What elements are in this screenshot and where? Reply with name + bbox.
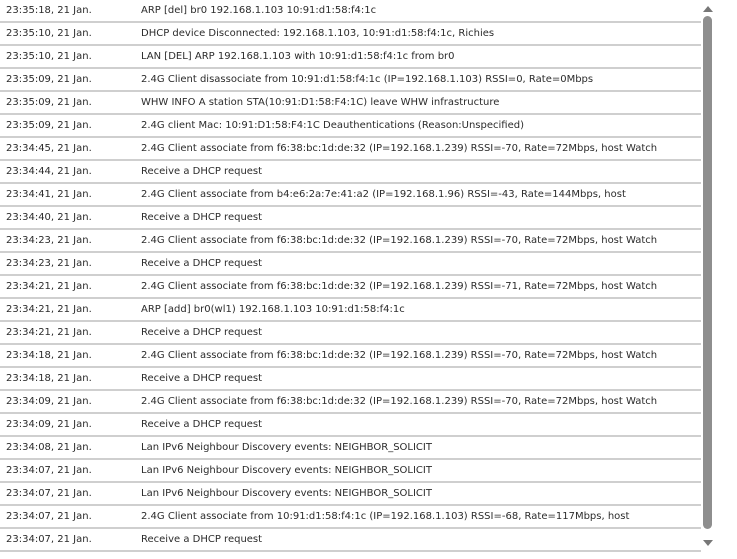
log-row bbox=[0, 437, 701, 460]
log-message: DHCP device Disconnected: 192.168.1.103, 10:91:d1:58:f4:1c, Richies bbox=[141, 28, 495, 39]
log-row bbox=[0, 299, 701, 322]
log-message: ARP [add] br0(wl1) 192.168.1.103 10:91:d1:58:f4:1c bbox=[141, 304, 405, 315]
log-timestamp: 23:35:10, 21 Jan. bbox=[6, 51, 92, 62]
log-timestamp: 23:34:41, 21 Jan. bbox=[6, 189, 92, 200]
log-timestamp: 23:34:21, 21 Jan. bbox=[6, 327, 92, 338]
log-timestamp: 23:34:23, 21 Jan. bbox=[6, 258, 92, 269]
log-timestamp: 23:34:09, 21 Jan. bbox=[6, 396, 92, 407]
log-message: 2.4G Client associate from 10:91:d1:58:f4:1c (IP=192.168.1.103) RSSI=-68, Rate=117Mbps, host bbox=[141, 511, 630, 522]
log-row bbox=[0, 92, 701, 115]
log-message: Receive a DHCP request bbox=[141, 258, 263, 269]
log-message: 2.4G Client associate from b4:e6:2a:7e:41:a2 (IP=192.168.1.96) RSSI=-43, Rate=144Mbps, host bbox=[141, 189, 626, 200]
log-timestamp: 23:34:07, 21 Jan. bbox=[6, 488, 92, 499]
log-message: 2.4G Client disassociate from 10:91:d1:58:f4:1c (IP=192.168.1.103) RSSI=0, Rate=0Mbps bbox=[141, 74, 594, 85]
log-row bbox=[0, 483, 701, 506]
scroll-up-arrow-icon[interactable] bbox=[703, 6, 713, 12]
scrollbar-thumb[interactable] bbox=[703, 16, 712, 529]
log-timestamp: 23:34:18, 21 Jan. bbox=[6, 350, 92, 361]
log-message: Receive a DHCP request bbox=[141, 166, 263, 177]
log-row bbox=[0, 506, 701, 529]
log-timestamp: 23:34:18, 21 Jan. bbox=[6, 373, 92, 384]
log-message: Receive a DHCP request bbox=[141, 327, 263, 338]
log-timestamp: 23:35:09, 21 Jan. bbox=[6, 74, 92, 85]
log-message: Lan IPv6 Neighbour Discovery events: NEIGHBOR_SOLICIT bbox=[141, 488, 432, 499]
log-timestamp: 23:35:10, 21 Jan. bbox=[6, 28, 92, 39]
log-row bbox=[0, 161, 701, 184]
log-row bbox=[0, 230, 701, 253]
log-timestamp: 23:34:08, 21 Jan. bbox=[6, 442, 92, 453]
log-message: Receive a DHCP request bbox=[141, 534, 263, 545]
log-row bbox=[0, 138, 701, 161]
log-row bbox=[0, 46, 701, 69]
log-message: Lan IPv6 Neighbour Discovery events: NEIGHBOR_SOLICIT bbox=[141, 442, 432, 453]
log-message: WHW INFO A station STA(10:91:D1:58:F4:1C) leave WHW infrastructure bbox=[141, 97, 500, 108]
log-message: 2.4G client Mac: 10:91:D1:58:F4:1C Deauthentications (Reason:Unspecified) bbox=[141, 120, 524, 131]
log-row bbox=[0, 414, 701, 437]
log-timestamp: 23:34:23, 21 Jan. bbox=[6, 235, 92, 246]
log-message: Lan IPv6 Neighbour Discovery events: NEIGHBOR_SOLICIT bbox=[141, 465, 432, 476]
log-timestamp: 23:34:07, 21 Jan. bbox=[6, 511, 92, 522]
log-message: 2.4G Client associate from f6:38:bc:1d:de:32 (IP=192.168.1.239) RSSI=-70, Rate=72Mbps, host Watch bbox=[141, 350, 658, 361]
log-timestamp: 23:35:09, 21 Jan. bbox=[6, 120, 92, 131]
log-row bbox=[0, 345, 701, 368]
log-timestamp: 23:34:21, 21 Jan. bbox=[6, 304, 92, 315]
log-message: Receive a DHCP request bbox=[141, 419, 263, 430]
vertical-scrollbar[interactable] bbox=[701, 0, 715, 559]
log-timestamp: 23:34:40, 21 Jan. bbox=[6, 212, 92, 223]
log-timestamp: 23:34:07, 21 Jan. bbox=[6, 465, 92, 476]
log-row bbox=[0, 0, 701, 23]
log-timestamp: 23:35:09, 21 Jan. bbox=[6, 97, 92, 108]
log-row bbox=[0, 368, 701, 391]
log-message: LAN [DEL] ARP 192.168.1.103 with 10:91:d1:58:f4:1c from br0 bbox=[141, 51, 455, 62]
log-row bbox=[0, 184, 701, 207]
log-timestamp: 23:34:21, 21 Jan. bbox=[6, 281, 92, 292]
log-message: 2.4G Client associate from f6:38:bc:1d:de:32 (IP=192.168.1.239) RSSI=-70, Rate=72Mbps, host Watch bbox=[141, 396, 658, 407]
log-timestamp: 23:34:07, 21 Jan. bbox=[6, 534, 92, 545]
log-message: Receive a DHCP request bbox=[141, 373, 263, 384]
log-message: 2.4G Client associate from f6:38:bc:1d:de:32 (IP=192.168.1.239) RSSI=-70, Rate=72Mbps, host Watch bbox=[141, 143, 658, 154]
log-timestamp: 23:35:18, 21 Jan. bbox=[6, 5, 92, 16]
log-message: 2.4G Client associate from f6:38:bc:1d:de:32 (IP=192.168.1.239) RSSI=-71, Rate=72Mbps, host Watch bbox=[141, 281, 658, 292]
log-row bbox=[0, 391, 701, 414]
log-row bbox=[0, 276, 701, 299]
log-row bbox=[0, 207, 701, 230]
log-message: ARP [del] br0 192.168.1.103 10:91:d1:58:f4:1c bbox=[141, 5, 377, 16]
log-message: Receive a DHCP request bbox=[141, 212, 263, 223]
log-row bbox=[0, 529, 701, 552]
scroll-down-arrow-icon[interactable] bbox=[703, 540, 713, 546]
log-timestamp: 23:34:45, 21 Jan. bbox=[6, 143, 92, 154]
log-message: 2.4G Client associate from f6:38:bc:1d:de:32 (IP=192.168.1.239) RSSI=-70, Rate=72Mbps, host Watch bbox=[141, 235, 658, 246]
log-row bbox=[0, 322, 701, 345]
log-timestamp: 23:34:44, 21 Jan. bbox=[6, 166, 92, 177]
log-row bbox=[0, 23, 701, 46]
log-row bbox=[0, 460, 701, 483]
log-row bbox=[0, 69, 701, 92]
log-row bbox=[0, 115, 701, 138]
log-row bbox=[0, 253, 701, 276]
log-timestamp: 23:34:09, 21 Jan. bbox=[6, 419, 92, 430]
